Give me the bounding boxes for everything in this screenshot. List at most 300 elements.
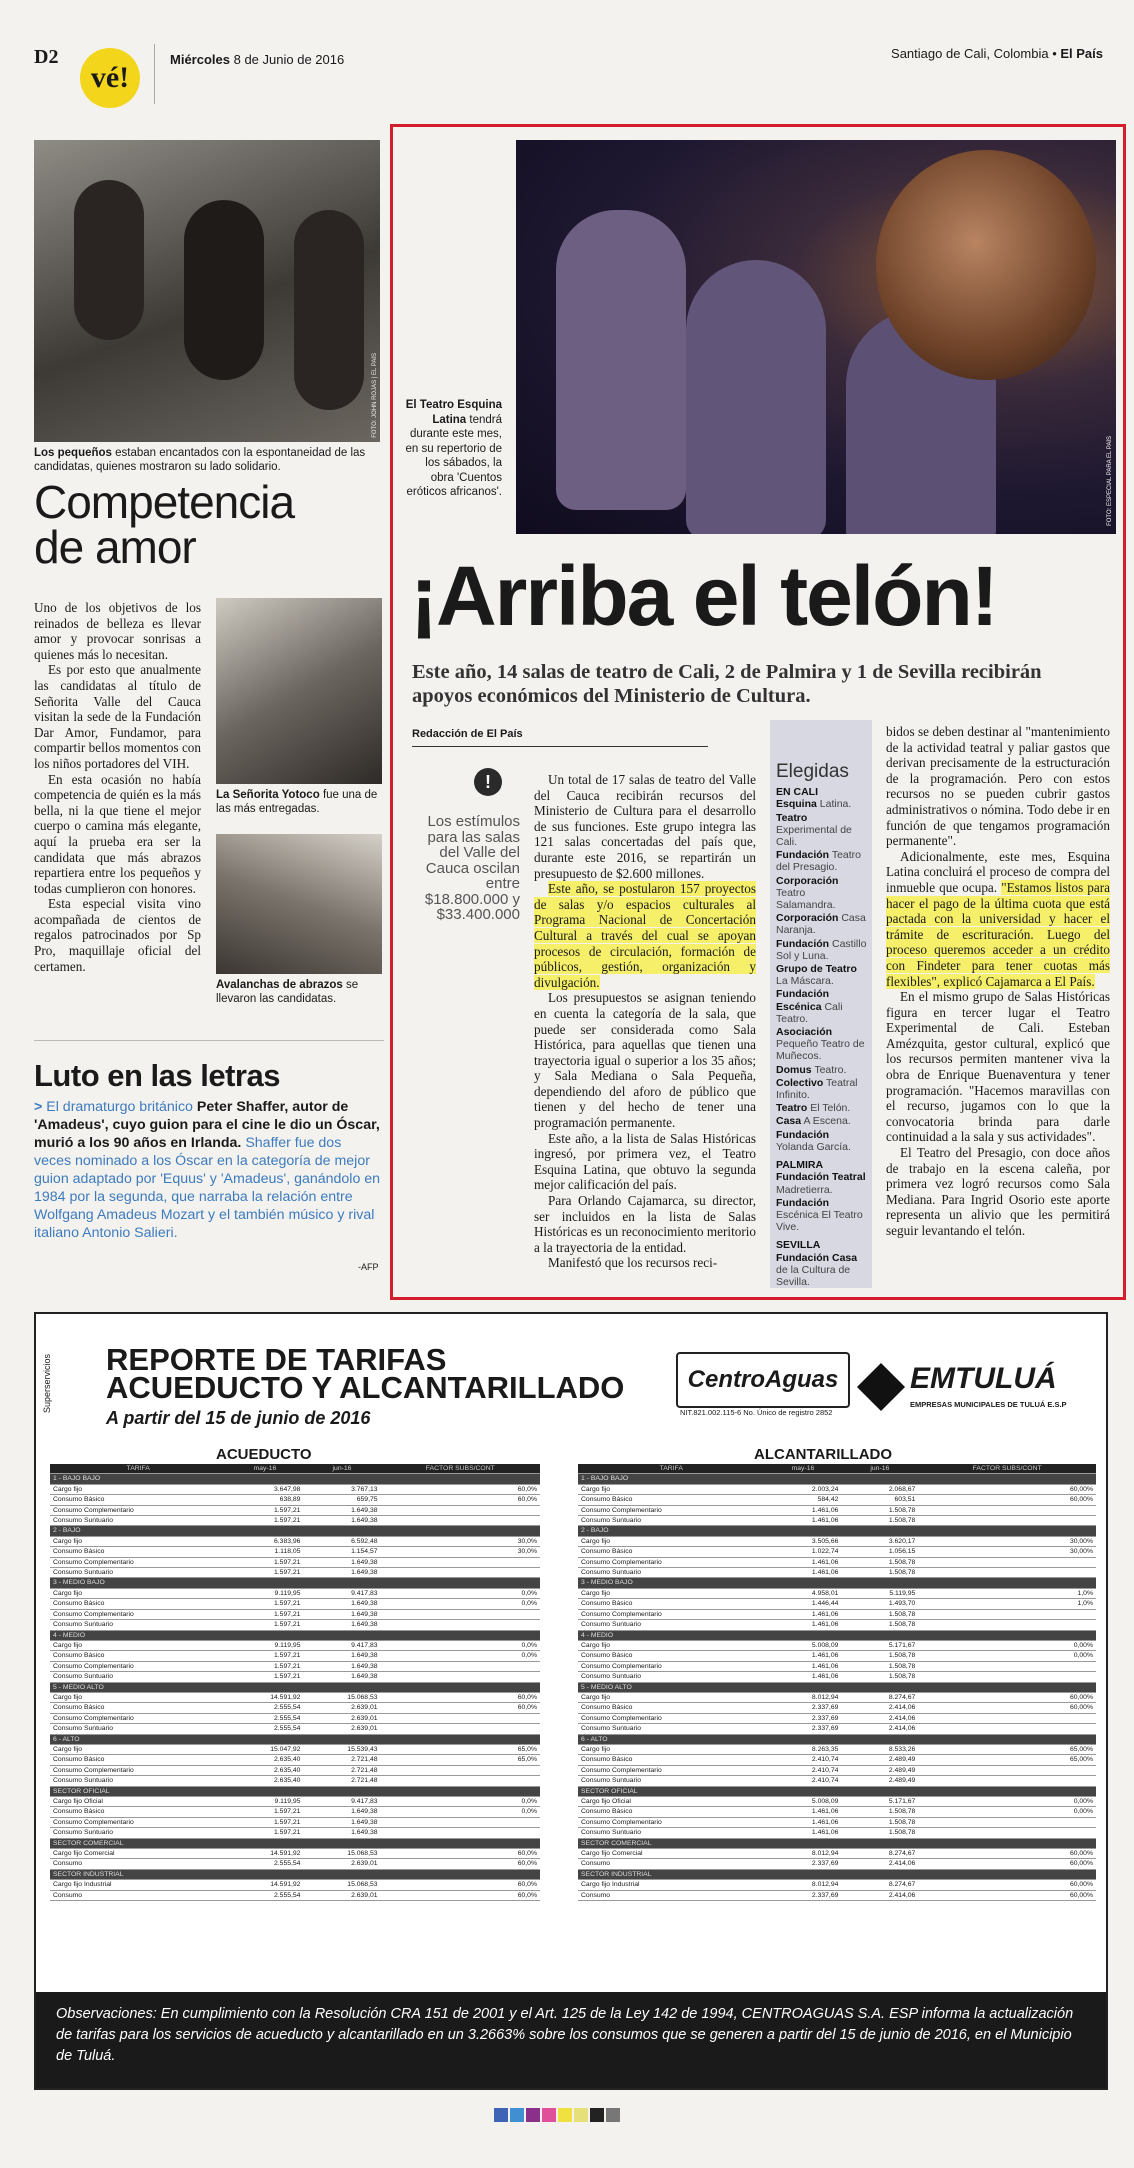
table-cell: Consumo Suntuario	[578, 1828, 764, 1838]
table-row	[50, 1692, 540, 1702]
table-cell	[381, 1620, 540, 1630]
competencia-body	[34, 600, 201, 974]
table-cell: 2.721,48	[303, 1765, 380, 1775]
table-cell: 1.649,38	[303, 1516, 380, 1526]
sidebar-item-type: Fundación	[776, 849, 830, 862]
table-cell: 60,00%	[918, 1703, 1096, 1713]
sidebar-item-type: Corporación	[776, 874, 839, 887]
photo3-caption-text: se llevaron las candidatas.	[216, 979, 359, 1005]
table-cell: 8.274,67	[841, 1880, 918, 1890]
superservicios-logo: Superservicios	[42, 1354, 52, 1414]
table-cell: 2.639,01	[303, 1859, 380, 1869]
table-row	[50, 1557, 540, 1567]
sidebar-item-name: Experimental de Cali.	[776, 823, 852, 849]
table-cell: 1.508,78	[841, 1609, 918, 1619]
table-cell: 1.508,78	[841, 1505, 918, 1515]
luto-arrow: >	[34, 1099, 43, 1115]
table-cell: 1.597,21	[226, 1651, 303, 1661]
byline-rule	[412, 746, 708, 747]
table-row	[578, 1744, 1096, 1754]
table-cell: 15.047,92	[226, 1744, 303, 1754]
main-photo-caption	[402, 398, 502, 500]
table-cell: Consumo	[578, 1890, 764, 1900]
paragraph: El Teatro del Presagio, con doce años de trabajo en la escena caleña, por primera vez logró recursos como Sala Mediana. Para Ingrid Osorio este aporte representa un alivio que les permitirá seguir levantando el telón.	[886, 1145, 1110, 1238]
table-cell: 1.597,21	[226, 1505, 303, 1515]
photo-shape	[184, 200, 264, 380]
table-cell: 1.649,38	[303, 1807, 380, 1817]
table-cell: Consumo Suntuario	[50, 1516, 226, 1526]
paragraph: bidos se deben destinar al "mantenimiento de la actividad teatral y paliar gastos que derivan precisamente de la estructuración de la programación. Pero con estos recursos no se pueden cubrir gastos administrativos o nómina. Todo debe ir en función de que tengamos programación permanente".	[886, 724, 1110, 849]
table-cell: 4.958,01	[764, 1588, 841, 1598]
paragraph: Este año, a la lista de Salas Históricas ingresó, por primera vez, el Teatro Esquina Latina, que obtuvo la segunda mejor calificación del país.	[534, 1130, 756, 1193]
main-photo-credit: FOTO: ESPECIAL PARA EL PAÍS	[1107, 436, 1113, 526]
table-cell	[381, 1568, 540, 1578]
table-row	[578, 1651, 1096, 1661]
table-cell: Consumo Complementario	[578, 1505, 764, 1515]
paragraph: Esta especial visita vino acompañada de cientos de regalos patrocinados por Sp Pro, maquillaje oficial del certamen.	[34, 896, 201, 974]
table-cell: 65,0%	[381, 1755, 540, 1765]
sidebar-item-name: Latina.	[816, 798, 852, 811]
table-cell	[918, 1765, 1096, 1775]
table-cell: 1.461,06	[764, 1505, 841, 1515]
paragraph-highlight	[534, 881, 756, 990]
sidebar-item	[776, 938, 867, 962]
sidebar-item-name: Teatro del Presagio.	[776, 849, 862, 874]
table-cell: Consumo	[50, 1859, 226, 1869]
sidebar-item	[776, 1064, 867, 1076]
paragraph: Es por esto que anualmente las candidatas al título de Señorita Valle del Cauca visitan la sede de la Fundación Dar Amor, Fundamor, para compartir bellos momentos con los niños portadores del VIH.	[34, 662, 201, 771]
observaciones-text: Observaciones: En cumplimiento con la Resolución CRA 151 de 2001 y el Art. 125 de la Ley 142 de 1994, CENTROAGUAS S.A. ESP informa la actualización de tarifas para los servicios de acueducto y alcantarillado en un 3.2663% sobre los consumos que se generen a partir del 15 de junio de 2016, en el Municipio de Tuluá.	[56, 2006, 1074, 2064]
table-cell: 1.461,06	[764, 1661, 841, 1671]
table-cell: 15.068,53	[303, 1692, 380, 1702]
table-row	[50, 1817, 540, 1827]
emtulua-logo: EMTULUÁ	[910, 1362, 1057, 1395]
table-cell: 8.012,94	[764, 1880, 841, 1890]
sidebar-item	[776, 875, 867, 912]
table-cell: Consumo Suntuario	[50, 1776, 226, 1786]
table-cell	[381, 1505, 540, 1515]
table-cell: Cargo fijo	[578, 1588, 764, 1598]
table-cell: Consumo Suntuario	[578, 1516, 764, 1526]
table-section-row	[50, 1734, 540, 1744]
table-cell	[381, 1776, 540, 1786]
table-section-label: 1 - BAJO BAJO	[578, 1474, 1096, 1484]
header-location-text: Santiago de Cali, Colombia	[891, 46, 1049, 61]
table-cell: 1.597,21	[226, 1609, 303, 1619]
alcantarillado-title: ALCANTARILLADO	[754, 1446, 893, 1463]
table-row	[578, 1828, 1096, 1838]
table-cell: Cargo fijo	[578, 1744, 764, 1754]
table-cell: 1.649,38	[303, 1609, 380, 1619]
sidebar-city: EN CALI	[776, 786, 818, 799]
table-row	[50, 1568, 540, 1578]
table-cell: Consumo Complementario	[50, 1713, 226, 1723]
table-cell: 9.119,95	[226, 1797, 303, 1807]
main-col2	[886, 724, 1110, 1239]
paragraph: Uno de los objetivos de los reinados de belleza es llevar amor y provocar sonrisas a quienes más lo necesitan.	[34, 600, 201, 662]
main-byline: Redacción de El País	[412, 728, 523, 740]
table-cell: 1.154,57	[303, 1547, 380, 1557]
ad-title	[106, 1342, 625, 1405]
table-cell: 60,0%	[381, 1859, 540, 1869]
table-section-row	[50, 1630, 540, 1640]
paragraph: Los presupuestos se asignan teniendo en cuenta la categoría de la sala, que puede ser considerada como Sala Histórica, para aquellas que tienen una trayectoria igual o superior a los 35 años; y Sala Mediana o Sala Pequeña, dependiendo del aforo de público que tienen y del hecho de tener una programación permanente.	[534, 990, 756, 1131]
sidebar-item-type: Casa	[776, 1115, 802, 1128]
table-cell: Cargo fijo Industrial	[50, 1880, 226, 1890]
luto-credit: -AFP	[358, 1262, 379, 1272]
table-cell: 1.508,78	[841, 1620, 918, 1630]
sidebar-item-name: Teatral Infinito.	[776, 1076, 858, 1102]
table-cell: Consumo Básico	[578, 1547, 764, 1557]
table-cell: 60,0%	[381, 1849, 540, 1859]
table-cell: Cargo fijo Comercial	[578, 1849, 764, 1859]
table-cell: 1.461,06	[764, 1817, 841, 1827]
table-row	[578, 1692, 1096, 1702]
table-row	[50, 1651, 540, 1661]
table-row	[50, 1713, 540, 1723]
table-cell: 60,00%	[918, 1495, 1096, 1505]
table-cell: 5.171,67	[841, 1640, 918, 1650]
sidebar-item	[776, 988, 867, 1025]
table-section-row	[50, 1869, 540, 1879]
table-cell: 1.461,06	[764, 1609, 841, 1619]
table-row	[50, 1744, 540, 1754]
table-cell: 1.649,38	[303, 1817, 380, 1827]
table-section-label: 5 - MEDIO ALTO	[578, 1682, 1096, 1692]
table-cell: 6.592,48	[303, 1536, 380, 1546]
table-cell: Cargo fijo	[578, 1640, 764, 1650]
table-cell: 1.508,78	[841, 1568, 918, 1578]
main-subhead: Este año, 14 salas de teatro de Cali, 2 de Palmira y 1 de Sevilla recibirán apoyos económicos del Ministerio de Cultura.	[412, 661, 1042, 707]
table-cell: 1.508,78	[841, 1828, 918, 1838]
table-cell: 1.649,38	[303, 1557, 380, 1567]
table-row	[578, 1672, 1096, 1682]
table-section-row	[50, 1682, 540, 1692]
table-cell: 14.591,92	[226, 1849, 303, 1859]
table-cell: 2.635,40	[226, 1755, 303, 1765]
photo1-caption-text: estaban encantados con la espontaneidad de las candidatas, quienes mostraron su lado solidario.	[34, 447, 366, 473]
sidebar-item-type: Esquina	[776, 798, 817, 811]
photo-shape	[74, 180, 144, 340]
table-cell: 584,42	[764, 1495, 841, 1505]
photo2-caption	[216, 788, 382, 816]
sidebar-item	[776, 963, 867, 987]
table-cell: 8.274,67	[841, 1849, 918, 1859]
table-section-label: 1 - BAJO BAJO	[50, 1474, 540, 1484]
table-cell: Consumo Básico	[578, 1651, 764, 1661]
table-cell: 0,0%	[381, 1640, 540, 1650]
sidebar-item	[776, 1026, 867, 1063]
table-cell	[918, 1505, 1096, 1515]
table-cell: 2.337,69	[764, 1859, 841, 1869]
header-paper: El País	[1060, 46, 1103, 61]
table-cell: 2.410,74	[764, 1765, 841, 1775]
table-cell: 60,0%	[381, 1880, 540, 1890]
table-section-row	[50, 1786, 540, 1796]
table-cell: 2.003,24	[764, 1484, 841, 1494]
headline-competencia	[34, 476, 384, 573]
table-section-label: 2 - BAJO	[578, 1526, 1096, 1536]
table-cell: 2.068,67	[841, 1484, 918, 1494]
table-cell: 9.417,83	[303, 1588, 380, 1598]
table-cell: 15.068,53	[303, 1880, 380, 1890]
table-row	[578, 1849, 1096, 1859]
table-cell: 1.508,78	[841, 1672, 918, 1682]
table-cell: Consumo Básico	[578, 1807, 764, 1817]
table-cell: 2.414,06	[841, 1890, 918, 1900]
table-row	[50, 1890, 540, 1900]
sidebar-item	[776, 812, 867, 849]
table-cell: Consumo Básico	[578, 1755, 764, 1765]
table-cell: 1.508,78	[841, 1651, 918, 1661]
sidebar-item	[776, 1102, 867, 1114]
table-cell: Consumo Complementario	[50, 1661, 226, 1671]
table-cell: 2.635,40	[226, 1776, 303, 1786]
table-cell: 1.597,21	[226, 1599, 303, 1609]
table-cell: 1.649,38	[303, 1672, 380, 1682]
table-cell: Consumo Básico	[578, 1599, 764, 1609]
table-row	[50, 1609, 540, 1619]
table-cell: 1.597,21	[226, 1828, 303, 1838]
table-cell: 5.119,95	[841, 1588, 918, 1598]
table-section-label: SECTOR COMERCIAL	[50, 1838, 540, 1848]
table-cell: 65,00%	[918, 1744, 1096, 1754]
table-row	[578, 1880, 1096, 1890]
table-cell: Cargo fijo	[578, 1536, 764, 1546]
table-cell: 1.597,21	[226, 1620, 303, 1630]
page-header	[0, 0, 1134, 100]
table-row	[50, 1849, 540, 1859]
sidebar-item	[776, 1197, 867, 1234]
sidebar-item	[776, 1171, 867, 1195]
table-cell: 14.591,92	[226, 1692, 303, 1702]
color-swatch	[590, 2108, 604, 2122]
table-cell: 30,00%	[918, 1547, 1096, 1557]
table-row	[578, 1640, 1096, 1650]
table-cell: 1.597,21	[226, 1817, 303, 1827]
luto-headline: Luto en las letras	[34, 1058, 280, 1093]
table-row	[578, 1703, 1096, 1713]
table-cell: Consumo Básico	[50, 1755, 226, 1765]
table-cell: 3.620,17	[841, 1536, 918, 1546]
info-icon: !	[474, 768, 502, 796]
table-cell: 1.649,38	[303, 1651, 380, 1661]
color-swatch	[606, 2108, 620, 2122]
table-section-label: 6 - ALTO	[578, 1734, 1096, 1744]
table-cell: 1.597,21	[226, 1661, 303, 1671]
table-cell: 9.119,95	[226, 1588, 303, 1598]
table-cell: 60,00%	[918, 1849, 1096, 1859]
table-cell: 60,00%	[918, 1880, 1096, 1890]
acueducto-table-wrap	[50, 1464, 540, 1901]
main-col1	[534, 772, 756, 1271]
table-cell	[381, 1713, 540, 1723]
sidebar-item-name: Cali Teatro.	[776, 1000, 843, 1025]
sidebar-item-type: Teatro	[776, 1102, 808, 1115]
table-cell	[381, 1516, 540, 1526]
table-cell: 0,0%	[381, 1651, 540, 1661]
table-row	[50, 1703, 540, 1713]
table-section-label: 5 - MEDIO ALTO	[50, 1682, 540, 1692]
sidebar-title: Elegidas	[776, 761, 849, 782]
paragraph: En el mismo grupo de Salas Históricas figura en tercer lugar el Teatro Experimental de Cali. Esteban Amézquita, gestor cultural, explicó que los recursos permiten mantener viva la obra de Enrique Buenaventura y tener programación. "Hacemos maravillas con el recurso, jugamos con lo que la convocatoria brinda para darle continuidad a la sala y sus actividades".	[886, 989, 1110, 1145]
luto-blue1: El dramaturgo británico	[46, 1099, 193, 1115]
observaciones-box	[36, 1992, 1106, 2088]
table-cell: Cargo fijo Industrial	[578, 1880, 764, 1890]
table-row	[50, 1547, 540, 1557]
table-cell: 2.489,49	[841, 1755, 918, 1765]
table-row	[578, 1516, 1096, 1526]
table-row	[578, 1807, 1096, 1817]
table-row	[50, 1484, 540, 1494]
table-cell	[918, 1724, 1096, 1734]
table-row	[50, 1828, 540, 1838]
table-cell	[381, 1817, 540, 1827]
photo2-caption-bold: La Señorita Yotoco	[216, 789, 320, 801]
table-row	[578, 1547, 1096, 1557]
table-cell: 1.461,06	[764, 1620, 841, 1630]
paragraph	[886, 849, 1110, 989]
table-cell: 2.410,74	[764, 1755, 841, 1765]
table-cell: 8.012,94	[764, 1692, 841, 1702]
table-cell	[918, 1672, 1096, 1682]
table-section-row	[578, 1682, 1096, 1692]
nit-text: NIT.821.002.115-6 No. Único de registro 2852	[680, 1408, 833, 1417]
table-row	[578, 1588, 1096, 1598]
table-cell: Consumo Complementario	[50, 1557, 226, 1567]
sidebar-item-type: Domus	[776, 1063, 812, 1076]
table-cell: 0,00%	[918, 1640, 1096, 1650]
table-cell: 1.461,06	[764, 1672, 841, 1682]
table-cell	[381, 1724, 540, 1734]
table-cell: Consumo Suntuario	[578, 1724, 764, 1734]
table-row	[578, 1890, 1096, 1900]
table-cell: 0,0%	[381, 1599, 540, 1609]
table-cell: 5.171,67	[841, 1797, 918, 1807]
tariff-ad	[34, 1312, 1108, 2090]
table-cell	[918, 1776, 1096, 1786]
table-row	[578, 1484, 1096, 1494]
table-row	[50, 1672, 540, 1682]
table-row	[578, 1661, 1096, 1671]
sidebar-item-name: A Escena.	[801, 1115, 851, 1128]
table-cell: 30,0%	[381, 1547, 540, 1557]
table-cell: 1.461,06	[764, 1568, 841, 1578]
table-cell: 1.597,21	[226, 1516, 303, 1526]
table-cell: 1.508,78	[841, 1817, 918, 1827]
photo1-caption	[34, 446, 380, 474]
table-cell	[381, 1557, 540, 1567]
table-cell: Consumo Suntuario	[578, 1620, 764, 1630]
table-cell: 0,0%	[381, 1797, 540, 1807]
puppet-figure	[686, 260, 826, 534]
table-cell: 1.118,05	[226, 1547, 303, 1557]
table-cell: 1.649,38	[303, 1599, 380, 1609]
table-cell	[381, 1828, 540, 1838]
alcantarillado-table	[578, 1464, 1096, 1901]
luto-blue2: Shaffer fue dos veces nominado a los Óscar en la categoría de mejor guion adaptado por 'Equus' y 'Amadeus', ganándolo en 1984 por la segunda, que narraba la relación entre Wolfgang Amadeus Mozart y el también músico y rival italiano Antonio Salieri.	[34, 1135, 381, 1241]
table-cell: Cargo fijo	[578, 1692, 764, 1702]
sidebar-city: PALMIRA	[776, 1159, 824, 1172]
table-cell: 2.489,49	[841, 1765, 918, 1775]
table-cell: Consumo Básico	[50, 1495, 226, 1505]
ad-subtitle: A partir del 15 de junio de 2016	[106, 1408, 371, 1428]
main-photo-caption-text: tendrá durante este mes, en su repertorio de los sábados, la obra 'Cuentos eróticos africanos'.	[405, 413, 502, 498]
table-cell: 2.721,48	[303, 1755, 380, 1765]
table-cell: 1.446,44	[764, 1599, 841, 1609]
table-header-cell: jun-16	[841, 1464, 918, 1474]
table-row	[50, 1661, 540, 1671]
table-section-label: 4 - MEDIO	[50, 1630, 540, 1640]
table-section-label: 6 - ALTO	[50, 1734, 540, 1744]
table-cell: 15.539,43	[303, 1744, 380, 1754]
table-cell: 0,00%	[918, 1807, 1096, 1817]
header-date-text: 8 de Junio de 2016	[233, 52, 345, 67]
table-section-row	[50, 1838, 540, 1848]
table-cell: 5.008,09	[764, 1797, 841, 1807]
highlight-text: "Estamos listos para hacer el pago de la última cuota que está pactada con la universidad y hacer el trámite de escrituración. Luego del proceso queremos acceder a un crédito con Findeter para tener cuotas más flexibles", explicó Cajamarca a El País.	[886, 879, 1110, 989]
table-header-cell: TARIFA	[50, 1464, 226, 1474]
table-cell: 2.414,06	[841, 1859, 918, 1869]
table-row	[578, 1797, 1096, 1807]
ad-title2: ACUEDUCTO Y ALCANTARILLADO	[106, 1370, 625, 1405]
sidebar-item	[776, 849, 867, 873]
sidebar-item-type: Corporación	[776, 912, 839, 925]
sidebar-item-type: Fundación	[776, 1128, 830, 1141]
table-cell: 659,75	[303, 1495, 380, 1505]
paragraph: Un total de 17 salas de teatro del Valle del Cauca recibirán recursos del Ministerio de Cultura para el desarrollo de sus funciones. Este grupo integra las 121 salas concertadas del país que, durante este 2016, se repartirán un presupuesto de $2.600 millones.	[534, 772, 756, 881]
table-row	[578, 1755, 1096, 1765]
table-row	[50, 1859, 540, 1869]
sidebar-item-type: Grupo de Teatro	[776, 963, 857, 976]
table-cell: 2.555,54	[226, 1713, 303, 1723]
table-cell: Cargo fijo	[50, 1536, 226, 1546]
table-cell: 60,00%	[918, 1859, 1096, 1869]
table-cell: 1.461,06	[764, 1516, 841, 1526]
sidebar-groups	[776, 786, 867, 1288]
table-cell: 0,0%	[381, 1588, 540, 1598]
table-cell	[918, 1620, 1096, 1630]
table-cell: 15.068,53	[303, 1849, 380, 1859]
sidebar-item	[776, 1115, 867, 1127]
table-cell: 60,0%	[381, 1692, 540, 1702]
table-row	[578, 1536, 1096, 1546]
table-cell: Consumo Complementario	[50, 1817, 226, 1827]
table-section-label: SECTOR INDUSTRIAL	[50, 1869, 540, 1879]
table-cell: 2.337,69	[764, 1724, 841, 1734]
table-cell: 1.461,06	[764, 1557, 841, 1567]
table-section-row	[50, 1526, 540, 1536]
table-cell: 1.649,38	[303, 1828, 380, 1838]
table-cell: Cargo fijo	[50, 1484, 226, 1494]
table-cell: Consumo Suntuario	[50, 1672, 226, 1682]
table-cell: 1.508,78	[841, 1807, 918, 1817]
headline-line2: de amor	[34, 521, 196, 573]
sidebar-item-type: Asociación	[776, 1026, 833, 1039]
headline-line1: Competencia	[34, 476, 295, 528]
table-cell: 0,00%	[918, 1651, 1096, 1661]
sidebar-item-name: Teatro.	[811, 1063, 847, 1076]
table-section-label: 3 - MEDIO BAJO	[50, 1578, 540, 1588]
table-header-row	[578, 1464, 1096, 1474]
sidebar-item-name: Teatro Salamandra.	[776, 886, 836, 912]
table-cell: 9.417,83	[303, 1797, 380, 1807]
table-cell: 2.639,01	[303, 1703, 380, 1713]
table-cell: 1.508,78	[841, 1661, 918, 1671]
table-cell: 2.337,69	[764, 1713, 841, 1723]
table-cell: Consumo Complementario	[578, 1817, 764, 1827]
table-cell: 9.417,83	[303, 1640, 380, 1650]
